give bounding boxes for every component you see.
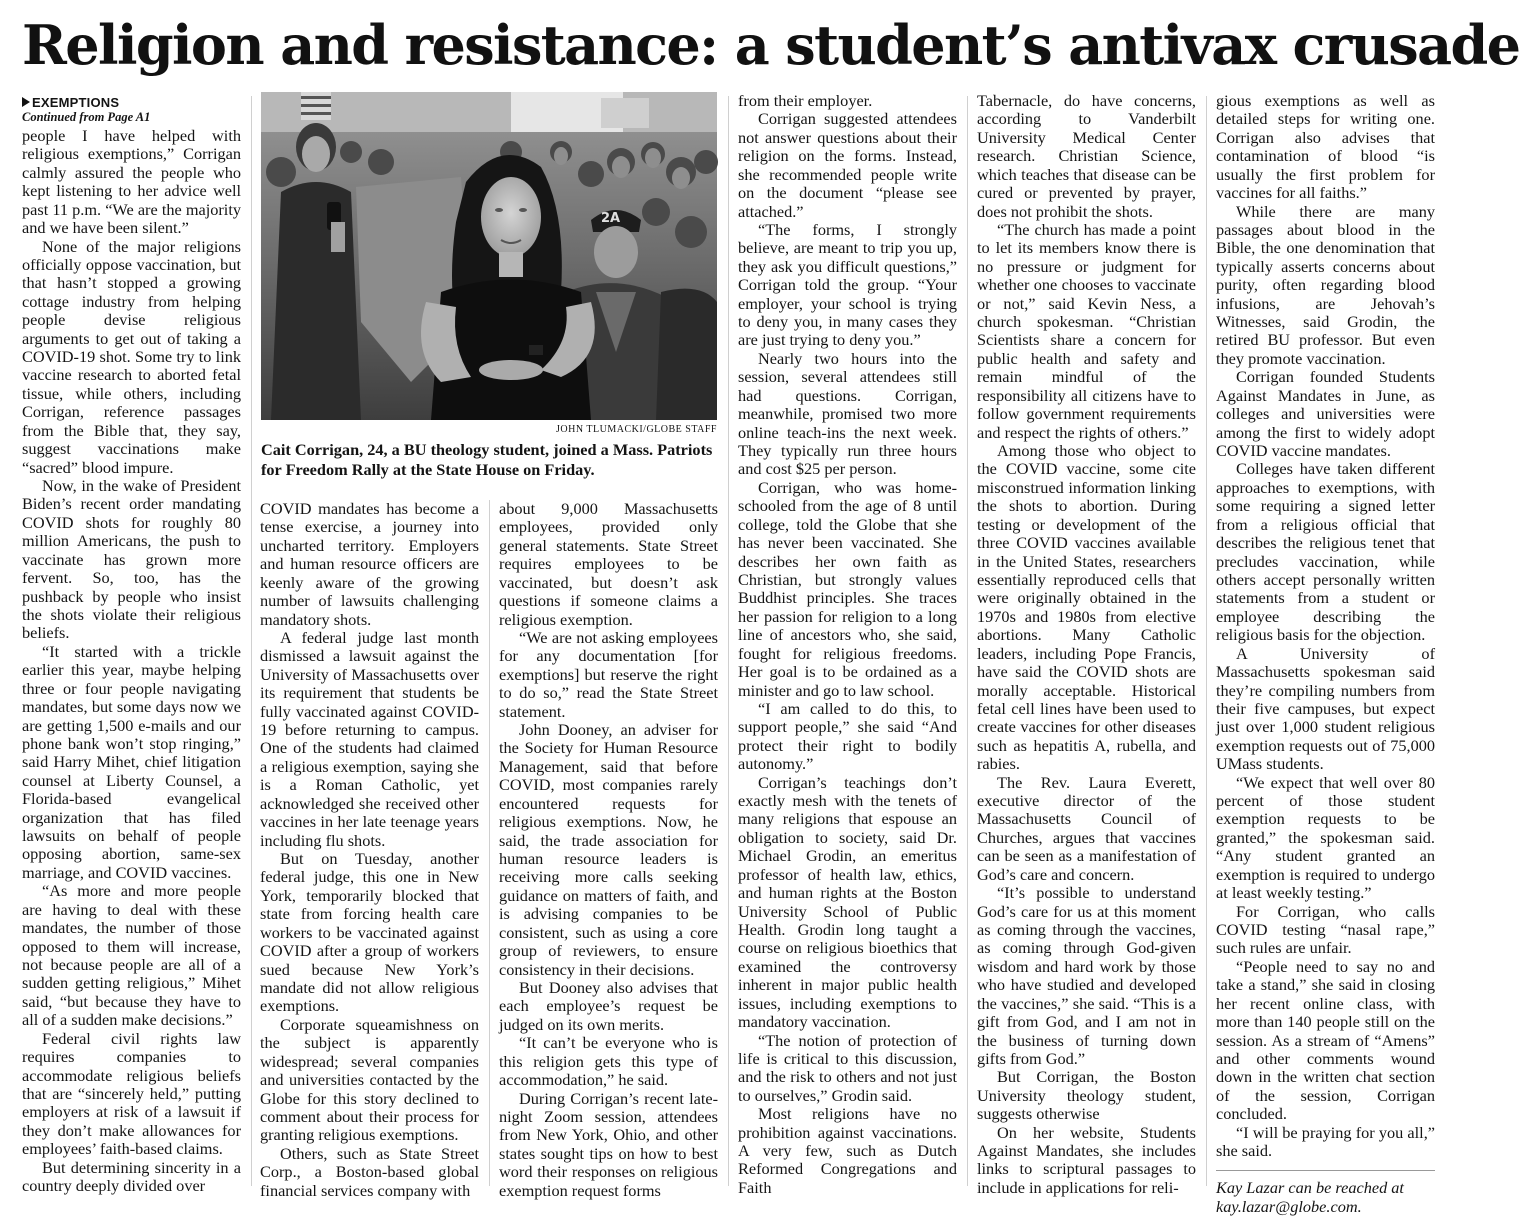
paragraph: “It can’t be everyone who is this religion gets this type of accommodation,” he said. (499, 1033, 718, 1090)
paragraph: Corrigan’s teachings don’t exactly mesh with the tenets of many religions that espouse an obligation to society, said Dr. Michael Grodin, an emeritus professor of health law, ethics, and human rights at the Boston University School of Public Health. Grodin long taught a course on religious bioethics that examined the controversy inherent in major public health issues, including exemptions to mandatory vaccination. (738, 772, 957, 1032)
column-rule (251, 96, 252, 1186)
paragraph: Most religions have no prohibition against vaccinations. A very few, such as Dutch Reformed Congregations and Faith (738, 1104, 957, 1197)
column-3 (499, 499, 718, 1200)
paragraph: Federal civil rights law requires companies to accommodate religious beliefs that are “sincerely held,” putting employers at risk of a lawsuit if they don’t make allowances for employees’ faith-based claims. (22, 1028, 241, 1159)
photo-credit: JOHN TLUMACKI/GLOBE STAFF (556, 424, 717, 435)
paragraph: Corporate squeamishness on the subject is apparently widespread; several companies and universities contacted by the Globe for this story declined to comment about their process for granting religious exemptions. (260, 1014, 479, 1145)
paragraph: A federal judge last month dismissed a lawsuit against the University of Massachusetts over its requirement that students be fully vaccinated against COVID-19 before returning to campus. One of the students had claimed a religious exemption, saying she is a Roman Catholic, yet acknowledged she received other vaccines in her late teenage years including flu shots. (260, 627, 479, 850)
continued-label: Continued from Page A1 (22, 110, 151, 124)
paragraph: Corrigan founded Students Against Mandates in June, as colleges and universities were among the first to widely adopt COVID vaccine mandates. (1216, 367, 1435, 461)
paragraph: None of the major religions officially oppose vaccination, but that hasn’t stopped a growing cottage industry from helping people devise religious arguments to get out of taking a COVID-19 shot. Some try to link vaccine research to aborted fetal tissue, while others, including Corrigan, reference passages from the Bible that, they say, suggest vaccinations make “sacred” blood impure. (22, 236, 241, 477)
paragraph: from their employer. (738, 91, 873, 110)
column-rule (489, 500, 490, 1186)
paragraph: Corrigan, who was home-schooled from the age of 8 until college, told the Globe that she has never been vaccinated. She describes her own faith as Christian, but strongly values Buddhist principles. She traces her passion for religion to a long line of ancestors who, she said, fought for religious freedoms. Her goal is to be ordained as a minister and go to law school. (738, 477, 957, 700)
paragraph: “It’s possible to understand God’s care for us at this moment as coming through the vaccines, as coming through God-given wisdom and hard work by those who have studied and developed the vaccines,” she said. “This is a gift from God, and I am not in the business of turning down gifts from God.” (977, 883, 1196, 1068)
byline-divider (1216, 1170, 1435, 1171)
paragraph: gious exemptions as well as detailed steps for writing one. Corrigan also advises that contamination of blood “is usually the first problem for vaccines for all faiths.” (1216, 91, 1435, 203)
cap-text: 2A (601, 211, 621, 226)
paragraph: John Dooney, an adviser for the Society for Human Resource Management, said that before COVID, most companies rarely encountered requests for religious exemptions. Now, he said, the trade association for human resource leaders is receiving more calls seeking guidance on matters of faith, and is advising companies to be consistent, such as using a core group of reviewers, to ensure consistency in their decisions. (499, 720, 718, 979)
paragraph: During Corrigan’s recent late-night Zoom session, attendees from New York, Ohio, and other states sought tips on how to best word their responses on religious exemption request forms (499, 1088, 718, 1200)
paragraph: The Rev. Laura Everett, executive director of the Massachusetts Council of Churches, argues that vaccines can be seen as a manifestation of God’s care and concern. (977, 772, 1196, 884)
paragraph: Colleges have taken different approaches to exemptions, with some requiring a signed letter from a religious official that describes the religious tenet that precludes vaccination, while others accept personally written statements from a student or employee describing the religious basis for the objection. (1216, 459, 1435, 645)
triangle-right-icon (22, 97, 30, 107)
paragraph: Corrigan suggested attendees not answer questions about their religion on the forms. Instead, she recommended people write on the document “please see attached.” (738, 109, 957, 221)
paragraph: For Corrigan, who calls COVID testing “nasal rape,” such rules are unfair. (1216, 901, 1435, 958)
column-rule (728, 96, 729, 1186)
paragraph: Among those who object to the COVID vaccine, some cite misconstrued information linking the shots to abortion. During testing or development of the three COVID vaccines available in the United States, researchers essentially reproduced cells that were originally obtained in the 1970s and 1980s from elective abortions. Many Catholic leaders, including Pope Francis, have said the COVID shots are morally acceptable. Historical fetal cell lines have been used to create vaccines for other diseases such as hepatitis A, rubella, and rabies. (977, 441, 1196, 774)
paragraph: “I am called to do this, to support people,” she said “And protect their right to bodily autonomy.” (738, 698, 957, 774)
headline: Religion and resistance: a student’s antivax crusade (22, 13, 1519, 77)
column-4 (738, 92, 957, 1197)
paragraph: people I have helped with religious exemptions,” Corrigan calmly assured the people who kept listening to her advice well past 11 p.m. “We are the majority and we have been silent.” (22, 126, 241, 238)
paragraph: But on Tuesday, another federal judge, this one in New York, temporarily blocked that state from forcing health care workers to be vaccinated against COVID after a group of workers sued because New York’s mandate did not allow religious exemptions. (260, 849, 479, 1016)
column-2 (260, 499, 479, 1200)
byline: Kay Lazar can be reached at kay.lazar@globe.com. (1216, 1178, 1404, 1216)
rally-photo-image (261, 92, 717, 420)
paragraph: about 9,000 Massachusetts employees, provided only general statements. State Street requires employees to be vaccinated, but doesn’t ask questions if someone claims a religious exemption. (499, 499, 718, 629)
paragraph: “We are not asking employees for any documentation [for exemptions] but reserve the right to do so,” read the State Street statement. (499, 627, 718, 721)
section-kicker: EXEMPTIONS (22, 95, 241, 110)
column-5 (977, 92, 1196, 1197)
paragraph: “I will be praying for you all,” she said. (1216, 1122, 1435, 1161)
column-rule (1206, 96, 1207, 1186)
column-6 (1216, 91, 1435, 1216)
paragraph: “As more and more people are having to deal with these mandates, the number of those opposed to them will increase, not because people are all of a sudden getting religious,” Mihet said, “but because they have to all of a sudden make decisions.” (22, 881, 241, 1030)
paragraph: “People need to say no and take a stand,” she said in closing her recent online class, with more than 140 people still on the session. As a stream of “Amens” and other comments wound down in the written chat section of the session, Corrigan concluded. (1216, 956, 1435, 1124)
paragraph: But Corrigan, the Boston University theology student, suggests otherwise (977, 1067, 1196, 1124)
paragraph: But determining sincerity in a country deeply divided over (22, 1157, 241, 1196)
paragraph: On her website, Students Against Mandates, she includes links to scriptural passages to include in applications for reli- (977, 1122, 1196, 1197)
paragraph: “It started with a trickle earlier this year, maybe helping three or four people navigating mandates, but some days now we are getting 1,500 e-mails and our phone bank won’t stop ringing,” said Harry Mihet, chief litigation counsel at Liberty Counsel, a Florida-based evangelical organization that has filed lawsuits on behalf of people opposing abortion, same-sex marriage, and COVID vaccines. (22, 641, 241, 882)
column-1 (22, 95, 241, 1197)
paragraph: Others, such as State Street Corp., a Boston-based global financial services company with (260, 1143, 479, 1200)
photo-caption: Cait Corrigan, 24, a BU theology student, joined a Mass. Patriots for Freedom Rally at the State House on Friday. (261, 440, 713, 479)
paragraph: COVID mandates has become a tense exercise, a journey into uncharted territory. Employers and human resource officers are keenly aware of the growing number of lawsuits challenging mandatory shots. (260, 499, 479, 629)
rally-photo (261, 92, 717, 420)
paragraph: “The church has made a point to let its members know there is no pressure or judgment for whether one chooses to vaccinate or not,” said Kevin Ness, a church spokesman. “Christian Scientists share a concern for public health and safety and remain mindful of the responsibility all citizens have to follow government requirements and respect the rights of others.” (977, 219, 1196, 442)
paragraph: “We expect that well over 80 percent of those student exemption requests to be granted,” the spokesman said. “Any student granted an exemption is required to undergo at least weekly testing.” (1216, 772, 1435, 903)
paragraph: “The notion of protection of life is critical to this discussion, and the risk to others and not just to ourselves,” Grodin said. (738, 1030, 957, 1105)
paragraph: Nearly two hours into the session, several attendees still had questions. Corrigan, meanwhile, promised two more online teach-ins the next week. They typically run three hours and cost $25 per person. (738, 348, 957, 479)
paragraph: Tabernacle, do have concerns, according to Vanderbilt University Medical Center research. Christian Science, which teaches that disease can be cured or prevented by prayer, does not prohibit the shots. (977, 91, 1196, 221)
paragraph: “The forms, I strongly believe, are meant to trip you up, they ask you difficult questions,” Corrigan told the group. “Your employer, your school is trying to deny you, in many cases they are just trying to deny you.” (738, 219, 957, 350)
column-rule (967, 96, 968, 1186)
paragraph: Now, in the wake of President Biden’s recent order mandating COVID shots for roughly 80 million Americans, the push to vaccinate has grown more fervent. So, too, has the pushback by people who insist the shots violate their religious beliefs. (22, 476, 241, 643)
paragraph: A University of Massachusetts spokesman said they’re compiling numbers from their five campuses, but expect just over 1,000 student religious exemption requests out of 75,000 UMass students. (1216, 643, 1435, 774)
paragraph: While there are many passages about blood in the Bible, the one denomination that typically asserts concerns about purity, often regarding blood infusions, are Jehovah’s Witnesses, said Grodin, the retired BU professor. But even they promote vaccination. (1216, 201, 1435, 368)
paragraph: But Dooney also advises that each employee’s request be judged on its own merits. (499, 977, 718, 1034)
